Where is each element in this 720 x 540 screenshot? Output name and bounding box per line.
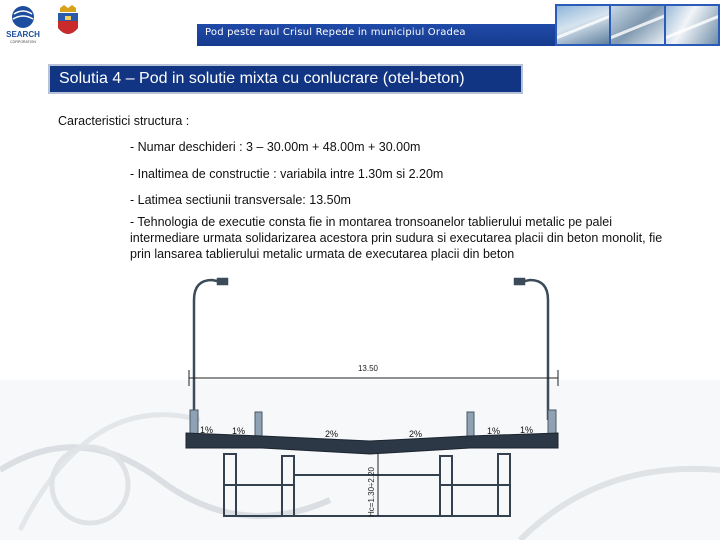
- svg-text:CORPORATION: CORPORATION: [10, 40, 36, 44]
- width-label: 13.50: [357, 364, 379, 373]
- slope-label: 1%: [232, 426, 246, 436]
- slide-title: Solutia 4 – Pod in solutie mixta cu conlucrare (otel-beton): [48, 64, 523, 94]
- height-label: Hc=1.30÷2.20: [367, 467, 376, 517]
- slope-label: 2%: [325, 429, 339, 439]
- bridge-photo-3: [666, 6, 718, 44]
- bullet-height: - Inaltimea de constructie : variabila intre 1.30m si 2.20m: [130, 167, 444, 181]
- slope-label: 2%: [409, 429, 423, 439]
- header-photo-strip: [555, 4, 720, 46]
- oradea-coat-of-arms-icon: [56, 4, 80, 42]
- bullet-width: - Latimea sectiunii transversale: 13.50m: [130, 193, 351, 207]
- slope-label: 1%: [487, 426, 501, 436]
- slide-header: [0, 0, 720, 46]
- slope-label: 1%: [200, 425, 214, 435]
- svg-text:SEARCH: SEARCH: [6, 30, 40, 39]
- bullet-technology: - Tehnologia de executie consta fie in montarea tronsoanelor tablierului metalic pe palei intermediare urmata solidarizarea acestora prin sudura si executarea placii din beton monolit, fie prin lansarea tablierului metalic urmata de executarea placii din beton: [130, 215, 663, 261]
- bridge-cross-section-figure: [0, 270, 720, 540]
- presentation-subtitle: Pod peste raul Crisul Repede in municipiul Oradea: [205, 27, 466, 38]
- bullet-spans: - Numar deschideri : 3 – 30.00m + 48.00m + 30.00m: [130, 140, 421, 154]
- slope-label: 1%: [520, 425, 534, 435]
- intro-text: Caracteristici structura :: [58, 114, 190, 128]
- bridge-photo-2: [611, 6, 663, 44]
- search-corporation-logo: [4, 4, 42, 44]
- bridge-photo-1: [557, 6, 609, 44]
